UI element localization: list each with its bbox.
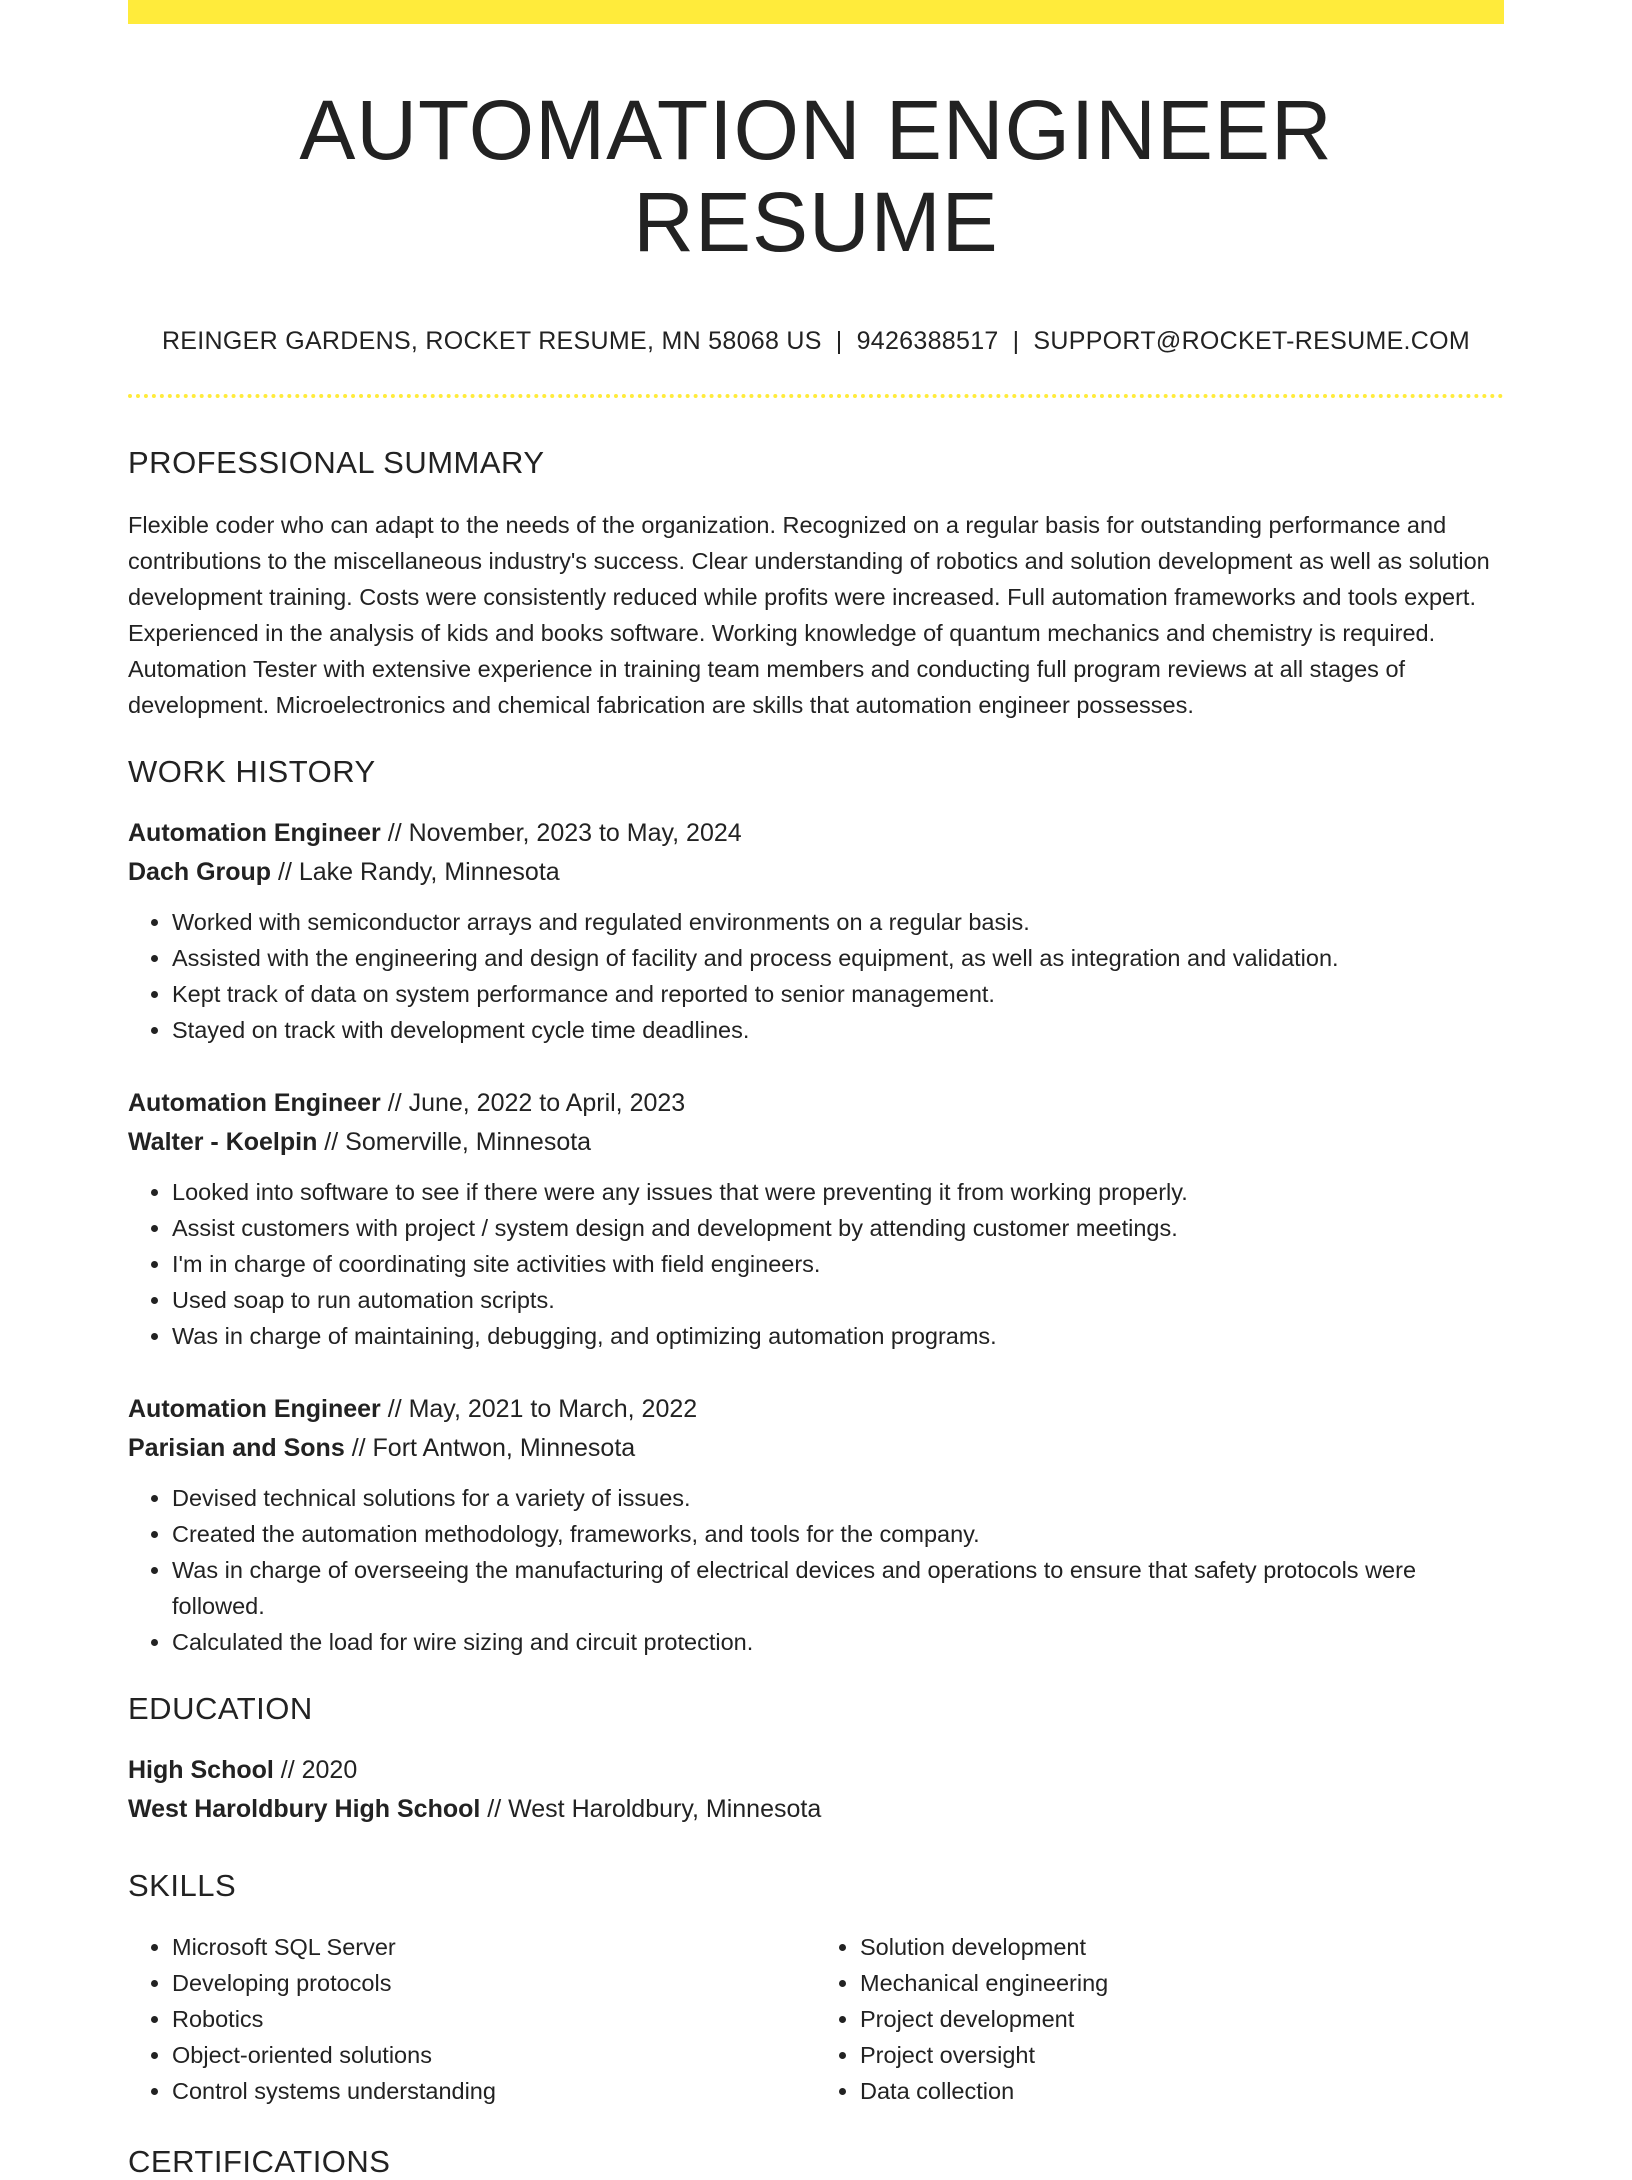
job-bullets bbox=[128, 1480, 1504, 1660]
job-location: // Lake Randy, Minnesota bbox=[271, 858, 560, 887]
list-item: • Assisted with the engineering and design of facility and process equipment, as well as integration and validation. bbox=[172, 940, 1504, 976]
list-item: • Looked into software to see if there were any issues that were preventing it from working properly. bbox=[172, 1174, 1504, 1210]
certifications-heading: CERTIFICATIONS bbox=[128, 2143, 391, 2179]
job-title-line bbox=[128, 1084, 1504, 1123]
header-divider bbox=[128, 394, 1504, 398]
list-item: • I'm in charge of coordinating site activities with field engineers. bbox=[172, 1246, 1504, 1282]
job-company-line bbox=[128, 1123, 1504, 1162]
skill-item: • Robotics bbox=[172, 2001, 816, 2037]
job-company: Walter - Koelpin bbox=[128, 1128, 318, 1157]
skill-item: • Microsoft SQL Server bbox=[172, 1929, 816, 1965]
job-entry bbox=[128, 1390, 1504, 1660]
job-location: // Somerville, Minnesota bbox=[317, 1128, 592, 1157]
list-item: • Was in charge of maintaining, debugging, and optimizing automation programs. bbox=[172, 1318, 1504, 1354]
skill-item: • Data collection bbox=[860, 2073, 1504, 2109]
skill-item: • Project development bbox=[860, 2001, 1504, 2037]
job-dates: // May, 2021 to March, 2022 bbox=[380, 1395, 698, 1424]
skills-columns bbox=[128, 1929, 1504, 2109]
list-item: • Created the automation methodology, frameworks, and tools for the company. bbox=[172, 1516, 1504, 1552]
education-year: // 2020 bbox=[273, 1756, 358, 1785]
list-item: • Devised technical solutions for a variety of issues. bbox=[172, 1480, 1504, 1516]
list-item: • Was in charge of overseeing the manufacturing of electrical devices and operations to ensure that safety protocols were followed. bbox=[172, 1552, 1504, 1624]
education-degree: High School bbox=[128, 1756, 274, 1785]
skill-item: • Control systems understanding bbox=[172, 2073, 816, 2109]
job-dates: // November, 2023 to May, 2024 bbox=[380, 819, 742, 848]
list-item: • Worked with semiconductor arrays and regulated environments on a regular basis. bbox=[172, 904, 1504, 940]
page-title: AUTOMATION ENGINEER RESUME bbox=[299, 83, 1333, 270]
job-company: Dach Group bbox=[128, 858, 272, 887]
skill-item: • Solution development bbox=[860, 1929, 1504, 1965]
job-location: // Fort Antwon, Minnesota bbox=[344, 1434, 636, 1463]
list-item: • Assist customers with project / system design and development by attending customer meetings. bbox=[172, 1210, 1504, 1246]
education-entry bbox=[128, 1751, 1504, 1829]
skills-right-column bbox=[816, 1929, 1504, 2109]
job-dates: // June, 2022 to April, 2023 bbox=[380, 1089, 686, 1118]
job-company: Parisian and Sons bbox=[128, 1434, 345, 1463]
work-history-heading: WORK HISTORY bbox=[128, 753, 376, 789]
contact-address: REINGER GARDENS, ROCKET RESUME, MN 58068 US bbox=[161, 326, 822, 355]
education-school-line bbox=[128, 1790, 1504, 1829]
summary-heading: PROFESSIONAL SUMMARY bbox=[128, 444, 545, 480]
job-bullets bbox=[128, 904, 1504, 1048]
contact-separator: | bbox=[835, 326, 843, 355]
contact-email: SUPPORT@ROCKET-RESUME.COM bbox=[1033, 326, 1471, 355]
job-company-line bbox=[128, 1429, 1504, 1468]
skill-item: • Developing protocols bbox=[172, 1965, 816, 2001]
contact-line bbox=[128, 327, 1504, 356]
skill-item: • Object-oriented solutions bbox=[172, 2037, 816, 2073]
education-heading: EDUCATION bbox=[128, 1691, 313, 1727]
job-title-line bbox=[128, 1390, 1504, 1429]
education-school: West Haroldbury High School bbox=[128, 1795, 481, 1824]
list-item: • Kept track of data on system performance and reported to senior management. bbox=[172, 976, 1504, 1012]
job-title: Automation Engineer bbox=[128, 1089, 381, 1118]
job-title: Automation Engineer bbox=[128, 1395, 381, 1424]
job-entry bbox=[128, 1084, 1504, 1354]
skill-item: • Project oversight bbox=[860, 2037, 1504, 2073]
job-title: Automation Engineer bbox=[128, 819, 381, 848]
skills-heading: SKILLS bbox=[128, 1868, 237, 1904]
job-title-line bbox=[128, 814, 1504, 853]
job-entry bbox=[128, 814, 1504, 1048]
list-item: • Used soap to run automation scripts. bbox=[172, 1282, 1504, 1318]
summary-text: Flexible coder who can adapt to the needs of the organization. Recognized on a regular basis for outstanding performance and contributions to the miscellaneous industry's success. Clear understanding of robotics and solution development as well as solution development training. Costs were consistently reduced while profits were increased. Full automation frameworks and tools expert. Experienced in the analysis of kids and books software. Working knowledge of quantum mechanics and chemistry is required. Automation Tester with extensive experience in training team members and conducting full program reviews at all stages of development. Microelectronics and chemical fabrication are skills that automation engineer possesses. bbox=[128, 511, 1490, 718]
contact-separator: | bbox=[1012, 326, 1020, 355]
list-item: • Stayed on track with development cycle time deadlines. bbox=[172, 1012, 1504, 1048]
education-degree-line bbox=[128, 1751, 1504, 1790]
job-bullets bbox=[128, 1174, 1504, 1354]
top-accent-bar bbox=[128, 0, 1504, 24]
skills-left-column bbox=[128, 1929, 816, 2109]
list-item: • Calculated the load for wire sizing and circuit protection. bbox=[172, 1624, 1504, 1660]
job-company-line bbox=[128, 853, 1504, 892]
contact-phone: 9426388517 bbox=[856, 326, 999, 355]
education-location: // West Haroldbury, Minnesota bbox=[480, 1795, 822, 1824]
resume-page bbox=[128, 0, 1504, 2180]
skill-item: • Mechanical engineering bbox=[860, 1965, 1504, 2001]
